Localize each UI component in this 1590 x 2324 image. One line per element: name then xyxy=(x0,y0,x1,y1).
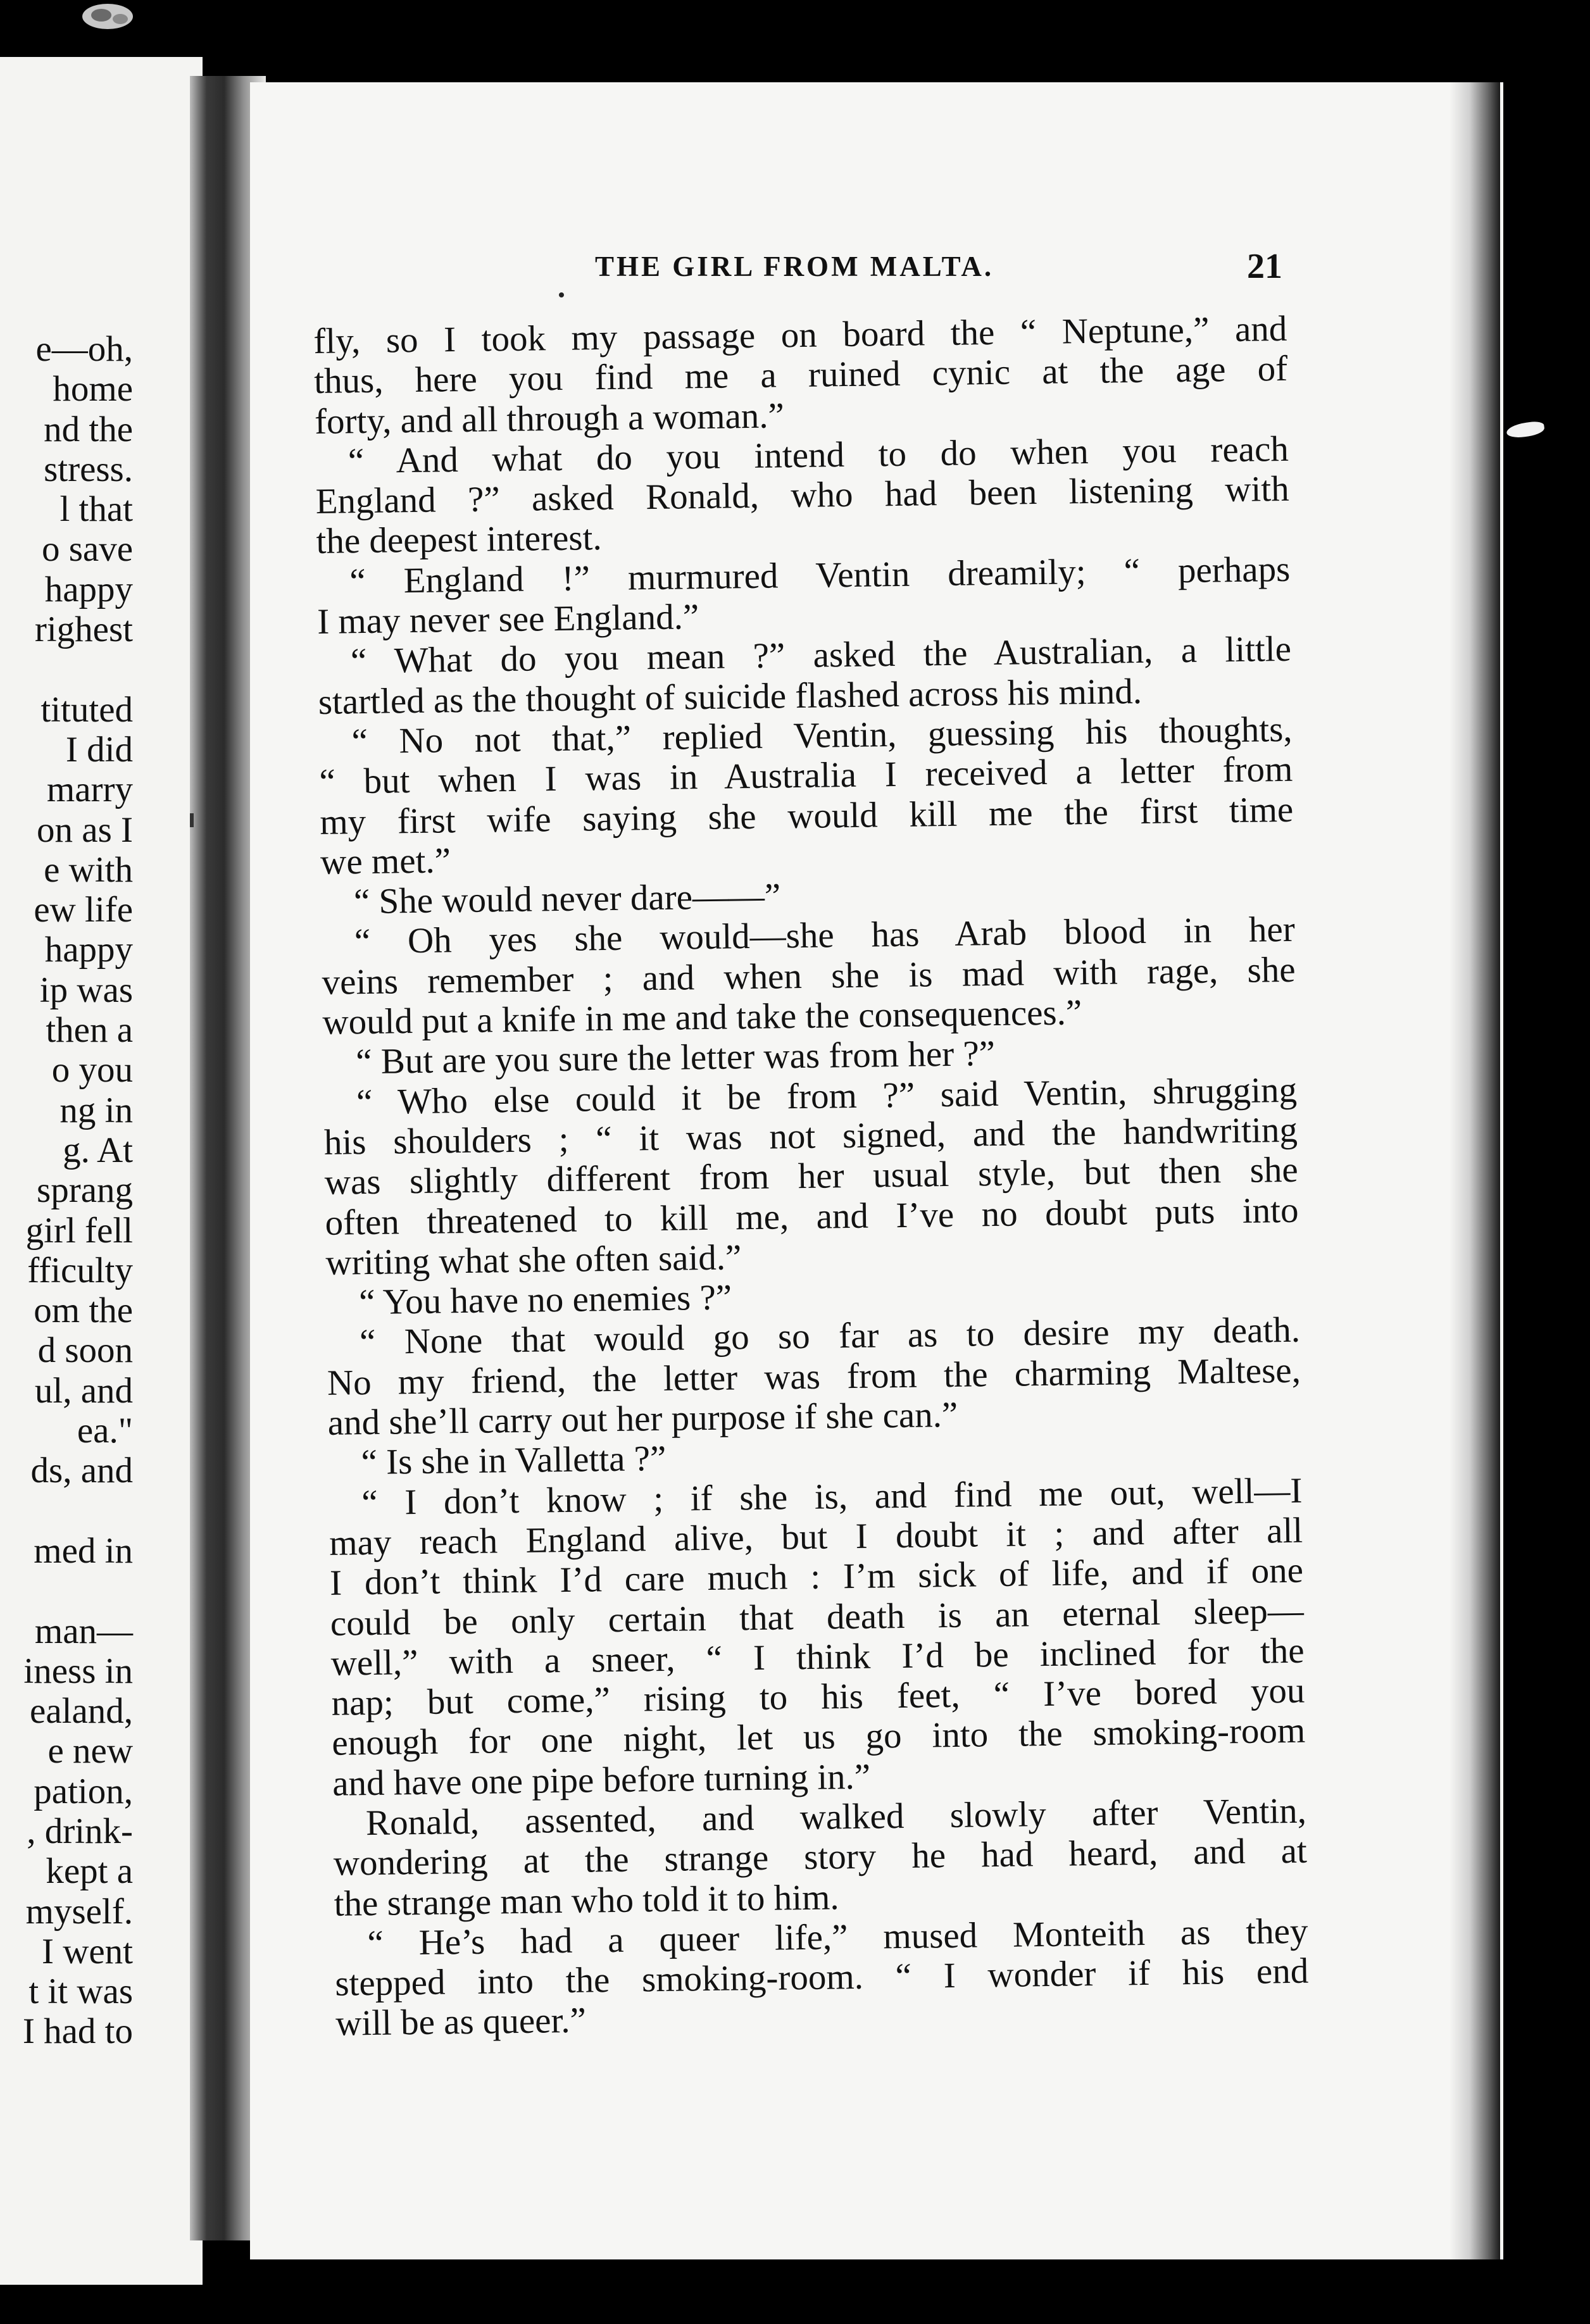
body-text-line: well,” with a sneer, “ I think I’d be inclined for the xyxy=(330,1630,1305,1684)
body-text-line: forty, and all through a woman.” xyxy=(314,395,785,442)
body-text-line: England ?” asked Ronald, who had been listening with xyxy=(315,469,1290,522)
left-page-line: ealand, xyxy=(30,1691,133,1732)
left-page-line: ip was xyxy=(39,970,133,1010)
left-page-line: happy xyxy=(44,930,133,970)
left-page-line: man— xyxy=(34,1611,133,1651)
left-page-line: myself. xyxy=(25,1891,133,1932)
body-text-line: “ But are you sure the letter was from her ?” xyxy=(355,1034,996,1082)
body-text-line: could be only certain that death is an eternal sleep— xyxy=(330,1590,1305,1644)
left-page-line: sprang xyxy=(37,1170,133,1211)
dust-mark xyxy=(190,813,194,827)
body-text-line: and she’ll carry out her purpose if she can.” xyxy=(327,1394,958,1443)
body-text-line: would put a knife in me and take the consequences.” xyxy=(322,992,1082,1042)
page-edge-shadow xyxy=(1449,82,1500,2259)
body-text-line: we met.” xyxy=(320,840,451,882)
body-text-line: Ronald, assented, and walked slowly after Ventin, xyxy=(365,1790,1307,1844)
left-page-line: ds, and xyxy=(30,1451,133,1491)
running-head xyxy=(250,247,1503,301)
page-number: 21 xyxy=(1247,247,1282,286)
body-text-line: “ but when I was in Australia I received a letter from xyxy=(319,749,1293,803)
left-page-line: , drink- xyxy=(27,1811,133,1851)
body-text xyxy=(313,309,1309,2044)
left-page-line: pation, xyxy=(34,1771,133,1811)
left-page-line: iness in xyxy=(23,1651,133,1691)
body-text-line: “ No not that,” replied Ventin, guessing his thoughts, xyxy=(351,709,1293,762)
left-page-line: e new xyxy=(47,1731,133,1771)
body-text-line: “ Oh yes she would—she has Arab blood in her xyxy=(354,909,1296,962)
body-text-line: and have one pipe before turning in.” xyxy=(332,1756,871,1804)
left-page-line: then a xyxy=(46,1010,133,1051)
left-page-line: o save xyxy=(41,529,133,570)
left-page-line: ul, and xyxy=(34,1370,133,1411)
left-page-line xyxy=(23,1571,133,1611)
left-page-line: happy xyxy=(44,569,133,609)
left-page-line: stress. xyxy=(44,449,133,489)
body-text-line: will be as queer.” xyxy=(335,2001,587,2044)
body-text-line: “ Is she in Valletta ?” xyxy=(361,1439,667,1483)
body-text-line: “ I don’t know ; if she is, and find me out, well—I xyxy=(361,1470,1303,1523)
body-text-line: thus, here you find me a ruined cynic at the age of xyxy=(313,349,1288,402)
library-stamp-mark xyxy=(76,0,146,38)
body-text-line: often threatened to kill me, and I’ve no doubt puts into xyxy=(325,1190,1299,1243)
print-speck xyxy=(559,292,564,297)
body-text-line: writing what she often said.” xyxy=(325,1237,742,1283)
left-page-line: marry xyxy=(46,770,133,810)
right-page xyxy=(250,82,1503,2259)
body-text-line: “ You have no enemies ?” xyxy=(358,1277,732,1323)
left-page-line: t it was xyxy=(28,1971,133,2012)
body-text-line: “ What do you mean ?” asked the Australian, a little xyxy=(350,629,1292,682)
body-text-line: stepped into the smoking-room. “ I wonder if his end xyxy=(334,1951,1309,2004)
body-text-line: startled as the thought of suicide flashed across his mind. xyxy=(318,671,1142,722)
left-page-line: fficulty xyxy=(27,1250,133,1290)
left-page-line: home xyxy=(53,369,133,409)
left-page-line: tituted xyxy=(41,689,133,730)
left-page-line: ea." xyxy=(77,1411,133,1451)
left-page-line: righest xyxy=(34,609,133,650)
body-text-line: “ She would never dare——” xyxy=(353,876,781,922)
left-page-line: g. At xyxy=(63,1130,133,1170)
body-text-line: wondering at the strange story he had heard, and at xyxy=(333,1830,1308,1884)
body-text-line: may reach England alive, but I doubt it ; and after all xyxy=(329,1510,1303,1563)
body-text-line: I don’t think I’d care much : I’m sick of life, and if one xyxy=(329,1550,1304,1604)
body-text-line: “ Who else could it be from ?” said Ventin, shrugging xyxy=(356,1070,1298,1122)
left-page-line: d soon xyxy=(37,1330,133,1371)
left-page-line xyxy=(23,649,133,689)
body-text-line: veins remember ; and when she is mad with rage, she xyxy=(322,949,1296,1003)
body-text-line: “ None that would go so far as to desire my death. xyxy=(359,1310,1301,1363)
running-head-title: THE GIRL FROM MALTA. xyxy=(595,251,994,282)
body-text-line: “ He’s had a queer life,” mused Monteith as they xyxy=(367,1911,1308,1963)
body-text-line: “ England !” murmured Ventin dreamily; “ perhaps xyxy=(349,549,1291,602)
facing-left-page xyxy=(0,57,203,2285)
left-page-line: med in xyxy=(34,1530,133,1571)
body-text-line: enough for one night, let us go into the smoking-room xyxy=(331,1711,1306,1764)
body-text-line: the deepest interest. xyxy=(316,518,603,562)
left-page-line: I went xyxy=(41,1931,133,1971)
body-text-line: “ And what do you intend to do when you reach xyxy=(347,428,1289,482)
left-page-line: ew life xyxy=(34,890,133,930)
body-text-line: my first wife saying she would kill me the first time xyxy=(319,789,1294,842)
left-page-line: girl fell xyxy=(25,1210,133,1251)
body-text-line: No my friend, the letter was from the charming Maltese, xyxy=(327,1350,1301,1403)
body-text-line: his shoulders ; “ it was not signed, and the handwriting xyxy=(323,1109,1298,1163)
left-page-line: I did xyxy=(65,729,133,770)
left-page-line: e with xyxy=(44,849,133,890)
left-page-line: kept a xyxy=(46,1851,133,1892)
body-text-line: I may never see England.” xyxy=(316,597,699,642)
left-page-line: nd the xyxy=(44,409,133,449)
body-text-line: nap; but come,” rising to his feet, “ I’ve bored you xyxy=(331,1670,1305,1723)
left-page-line: l that xyxy=(59,489,133,530)
left-page-line: on as I xyxy=(37,809,133,850)
body-text-line: fly, so I took my passage on board the “ Neptune,” and xyxy=(313,308,1287,361)
body-text-line: was slightly different from her usual style, but then she xyxy=(324,1149,1299,1203)
left-page-line: e—oh, xyxy=(35,329,133,369)
left-page-line: om the xyxy=(34,1290,133,1331)
paper-fleck-mark xyxy=(1506,420,1545,439)
left-page-line xyxy=(23,1491,133,1531)
left-page-line: I had to xyxy=(22,2011,133,2052)
left-page-line: ng in xyxy=(59,1090,133,1130)
left-page-line: o you xyxy=(51,1050,133,1090)
body-text-line: the strange man who told it to him. xyxy=(334,1877,839,1924)
left-page-text-column xyxy=(23,329,133,2052)
